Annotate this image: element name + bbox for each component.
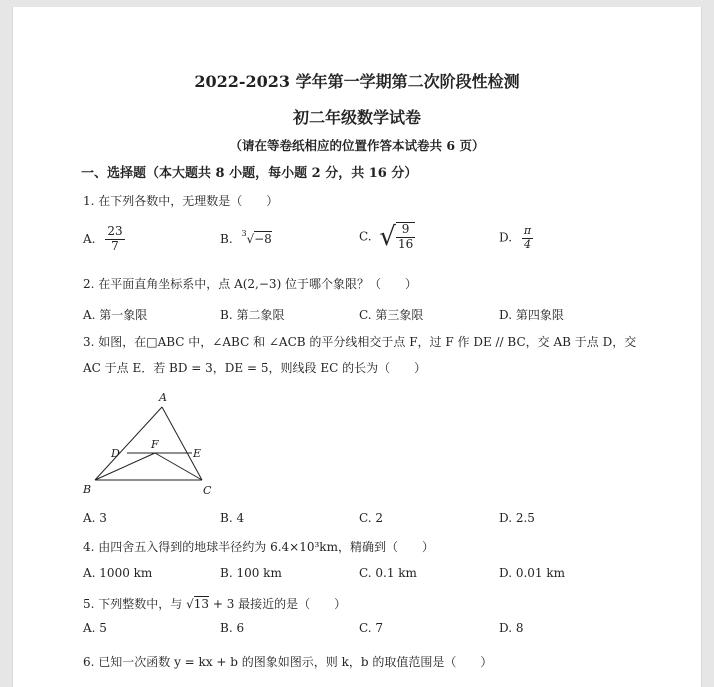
q1-d-label: D.	[499, 230, 513, 245]
q4-option-d: D. 0.01 km	[499, 566, 566, 580]
q4-option-c: C. 0.1 km	[359, 566, 417, 580]
q1-option-c	[359, 222, 415, 252]
radical-icon: √	[246, 232, 255, 246]
q1-c-denominator: 16	[397, 237, 414, 251]
q4-stem: 4. 由四舍五入得到的地球半径约为 6.4×10³km，精确到（ ）	[83, 540, 434, 554]
q3-option-a: A. 3	[83, 511, 107, 525]
q1-option-a	[83, 225, 125, 254]
q1-d-fraction	[522, 225, 533, 251]
q5-option-a: A. 5	[83, 621, 107, 635]
q1-c-label: C.	[359, 229, 372, 244]
q5-stem-pre: 5. 下列整数中，与	[83, 597, 183, 611]
exam-page	[12, 7, 702, 687]
q3-stem-line2: AC 于点 E．若 BD = 3，DE = 5，则线段 EC 的长为（ ）	[83, 361, 427, 375]
q5-stem-post: + 3 最接近的是（ ）	[212, 597, 347, 611]
q1-c-fraction	[396, 222, 415, 252]
q1-a-numerator: 23	[107, 224, 123, 238]
radical-icon: √	[379, 222, 396, 252]
q5-option-d: D. 8	[499, 621, 524, 635]
q2-option-c: C. 第三象限	[359, 308, 424, 322]
q2-option-b: B. 第二象限	[220, 308, 285, 322]
q3-option-c: C. 2	[359, 511, 384, 525]
q1-d-denominator: 4	[523, 237, 531, 251]
q1-b-cuberoot	[241, 229, 272, 246]
q3-option-b: B. 4	[220, 511, 245, 525]
label-d: D	[111, 447, 120, 460]
q5-option-c: C. 7	[359, 621, 384, 635]
q1-b-label: B.	[220, 232, 233, 246]
q6-stem: 6. 已知一次函数 y = kx + b 的图象如图示，则 k，b 的取值范围是（ ）	[83, 655, 493, 669]
label-b: B	[83, 483, 92, 496]
q1-a-label: A.	[83, 231, 96, 246]
q5-option-b: B. 6	[220, 621, 245, 635]
label-a: A	[159, 391, 167, 404]
q3-option-d: D. 2.5	[499, 511, 535, 525]
q4-option-a: A. 1000 km	[83, 566, 153, 580]
radical-icon: √	[186, 597, 194, 611]
q1-a-denominator: 7	[111, 238, 119, 253]
q1-a-fraction	[105, 225, 124, 254]
exam-subtitle: 初二年级数学试卷	[292, 108, 421, 127]
q4-option-b: B. 100 km	[220, 566, 282, 580]
q3-stem-line1: 3. 如图，在□ABC 中，∠ABC 和 ∠ACB 的平分线相交于点 F，过 F 作 DE // BC，交 AB 于点 D，交	[83, 335, 637, 349]
q5-stem	[83, 595, 346, 612]
q2-option-d: D. 第四象限	[499, 308, 564, 322]
triangle-figure	[77, 385, 227, 497]
q1-option-d	[499, 225, 533, 251]
q5-radicand: 13	[193, 597, 210, 611]
label-e: E	[193, 447, 202, 460]
q2-stem: 2. 在平面直角坐标系中，点 A(2,−3) 位于哪个象限？（ ）	[83, 277, 418, 291]
q1-stem: 1. 在下列各数中，无理数是（ ）	[83, 194, 279, 208]
q2-option-a: A. 第一象限	[83, 308, 148, 322]
section-heading: 一、选择题（本大题共 8 小题，每小题 2 分，共 16 分）	[81, 166, 418, 181]
label-f: F	[151, 438, 159, 451]
exam-title: 2022-2023 学年第一学期第二次阶段性检测	[194, 72, 520, 91]
q1-option-b	[220, 229, 272, 246]
bisector-bf	[95, 453, 155, 480]
q1-d-numerator: π	[523, 224, 532, 237]
q1-b-radicand: −8	[254, 232, 272, 246]
label-c: C	[203, 484, 212, 497]
q1-c-numerator: 9	[396, 223, 415, 238]
exam-note: （请在等卷纸相应的位置作答本试卷共 6 页）	[229, 138, 485, 153]
q1-b-index: 3	[241, 229, 247, 238]
